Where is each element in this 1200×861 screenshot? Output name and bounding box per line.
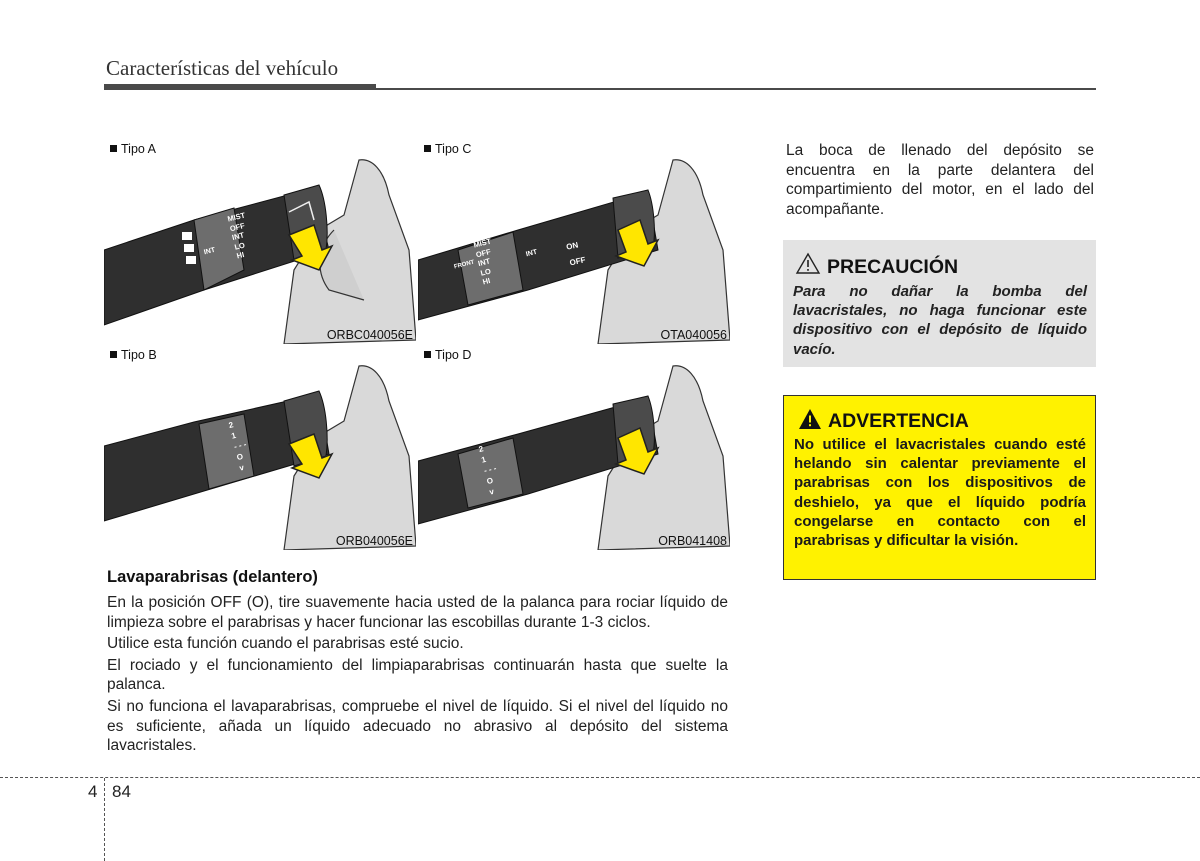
warning-text: No utilice el lavacristales cuando esté helando sin calentar previamente el parabrisas con los dispositivos de deshielo, ya que el líquido podría congelarse en contacto con el parabrisas y dificultar la visión.	[794, 436, 1086, 550]
footer-dashed-rule	[0, 777, 1200, 778]
warning-triangle-outline-icon	[795, 252, 821, 275]
rear-wiper-marks: ON OFF	[565, 240, 587, 268]
square-bullet-icon	[110, 145, 117, 152]
figure-label: Tipo D	[424, 348, 471, 362]
figure-label: Tipo A	[110, 142, 156, 156]
figure-label: Tipo C	[424, 142, 471, 156]
body-paragraph: El rociado y el funcionamiento del limpiaparabrisas continuarán hasta que suelte la palanca.	[107, 656, 728, 694]
figure-grid	[104, 140, 730, 550]
figure-code: ORB040056E	[335, 534, 413, 548]
header-rule-thick	[104, 84, 376, 90]
body-paragraph: En la posición OFF (O), tire suavemente hacia usted de la palanca para rociar líquido de limpieza sobre el parabrisas y hacer funcionar las escobillas durante 1-3 ciclos.	[107, 594, 728, 631]
figure-code: OTA040056	[660, 328, 727, 342]
figure-tipo-a	[104, 140, 416, 344]
body-paragraph: Si no funciona el lavaparabrisas, compruebe el nivel de líquido. Si el nivel del líquido no es suficiente, añada un líquido adecuado no abrasivo al depósito del sistema lavacristales.	[107, 697, 728, 755]
wiper-lever-illustration	[104, 346, 416, 550]
lever-position-marks: 2 1 - - - O v	[227, 420, 248, 473]
page-header-title: Características del vehículo	[106, 56, 339, 80]
caution-box	[783, 240, 1096, 367]
square-bullet-icon	[110, 351, 117, 358]
lever-position-marks: MIST OFF INT LO HI	[472, 236, 493, 287]
section-body	[107, 593, 728, 758]
figure-tipo-b	[104, 346, 416, 550]
reservoir-location-paragraph: La boca de llenado del depósito se encuentra en la parte delantera del compartimiento del motor, en el lado del acompañante.	[786, 142, 1094, 218]
section-heading: Lavaparabrisas (delantero)	[107, 568, 318, 586]
figure-tipo-d	[418, 346, 730, 550]
lever-position-marks: 2 1 - - - O v	[477, 444, 498, 497]
footer-dashed-divider	[104, 778, 105, 861]
header-rule-thin	[376, 88, 1096, 90]
page-number: 84	[112, 782, 131, 801]
lever-position-marks: MIST OFF INT LO HI	[226, 210, 247, 261]
warning-triangle-filled-icon	[798, 408, 822, 430]
body-paragraph: Utilice esta función cuando el parabrisas esté sucio.	[107, 635, 464, 653]
figure-tipo-c	[418, 140, 730, 344]
wiper-lever-illustration	[418, 346, 730, 550]
page-section-number: 4	[88, 782, 98, 801]
lever-front-mark: FRONT	[453, 259, 476, 271]
figure-code: ORB041408	[658, 534, 727, 548]
figure-label: Tipo B	[110, 348, 157, 362]
figure-code: ORBC040056E	[326, 328, 413, 342]
warning-title: ADVERTENCIA	[828, 410, 969, 432]
wiper-lever-illustration	[104, 140, 416, 344]
warning-box	[783, 395, 1096, 580]
square-bullet-icon	[424, 351, 431, 358]
caution-text: Para no dañar la bomba del lavacristales, no haga funcionar este dispositivo con el depósito de líquido vacío.	[793, 283, 1087, 358]
caution-title: PRECAUCIÓN	[827, 256, 959, 278]
square-bullet-icon	[424, 145, 431, 152]
lever-int-mark: INT	[203, 246, 216, 257]
lever-int-mark: INT	[525, 248, 538, 259]
